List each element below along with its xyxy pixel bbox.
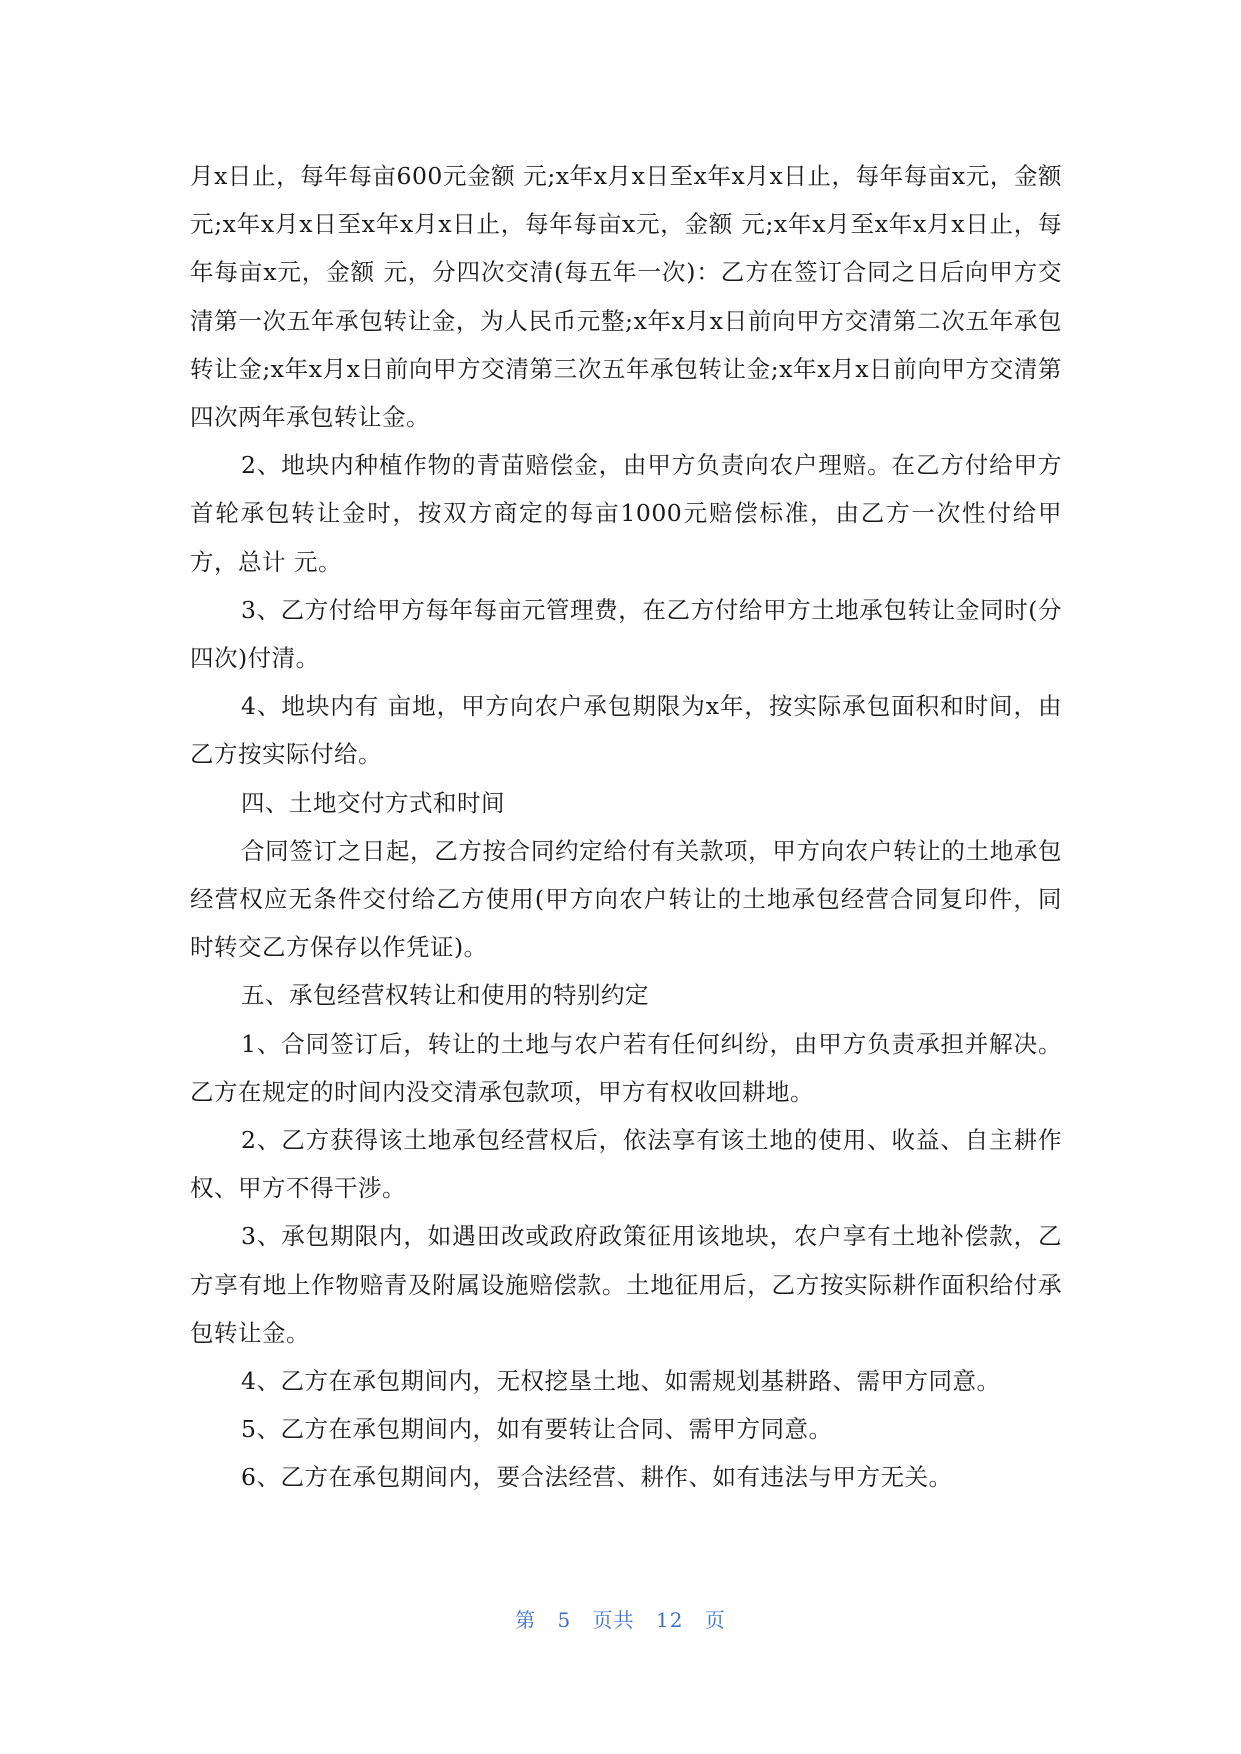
footer-label-page: 第 [515,1608,537,1632]
paragraph-13: 6、乙方在承包期间内，要合法经营、耕作、如有违法与甲方无关。 [241,1463,953,1492]
paragraph-3: 3、乙方付给甲方每年每亩元管理费，在乙方付给甲方土地承包转让金同时(分四次)付清。 [190,595,1062,673]
paragraph-4: 4、地块内有 亩地，甲方向农户承包期限为x年，按实际承包面积和时间，由乙方按实际付给。 [190,692,1062,769]
section-heading-5: 五、承包经营权转让和使用的特别约定 [241,981,649,1010]
footer-label-page-end: 页 [704,1608,726,1632]
footer-current-page: 5 [557,1608,572,1632]
paragraph-10: 3、承包期限内，如遇田改或政府政策征用该地块，农户享有土地补偿款，乙方享有地上作物赔青及附属设施赔偿款。土地征用后，乙方按实际耕作面积给付承包转让金。 [190,1222,1062,1347]
page-footer [0,1604,1241,1633]
footer-total-pages: 12 [656,1608,684,1632]
footer-label-page-of: 页共 [592,1608,635,1632]
section-heading-4: 四、土地交付方式和时间 [241,788,505,817]
paragraph-11: 4、乙方在承包期间内，无权挖垦土地、如需规划基耕路、需甲方同意。 [241,1367,1001,1396]
paragraph-9: 2、乙方获得该土地承包经营权后，依法享有该土地的使用、收益、自主耕作权、甲方不得干涉。 [190,1126,1062,1203]
paragraph-12: 5、乙方在承包期间内，如有要转让合同、需甲方同意。 [241,1415,833,1444]
paragraph-8: 1、合同签订后，转让的土地与农户若有任何纠纷，由甲方负责承担并解决。乙方在规定的时间内没交清承包款项，甲方有权收回耕地。 [190,1029,1062,1106]
paragraph-6: 合同签订之日起，乙方按合同约定给付有关款项，甲方向农户转让的土地承包经营权应无条件交付给乙方使用(甲方向农户转让的土地承包经营合同复印件，同时转交乙方保存以作凭证)。 [190,836,1062,962]
paragraph-1: 月x日止，每年每亩600元金额 元;x年x月x日至x年x月x日止，每年每亩x元，金额 元;x年x月x日至x年x月x日止，每年每亩x元，金额 元;x年x月至x年x月x日止，每年每亩x元，金额 元，分四次交清(每五年一次)：乙方在签订合同之日后向甲方交清第一次五年承包转让金，为人民币元整;x年x月x日前向甲方交清第二次五年承包转让金;x年x月x日前向甲方交清第三次五年承包转让金;x年x月x日前向甲方交清第四次两年承包转让金。 [190,162,1062,432]
document-body [190,152,1062,1502]
paragraph-2: 2、地块内种植作物的青苗赔偿金，由甲方负责向农户理赔。在乙方付给甲方首轮承包转让金时，按双方商定的每亩1000元赔偿标准，由乙方一次性付给甲方，总计 元。 [190,451,1062,576]
